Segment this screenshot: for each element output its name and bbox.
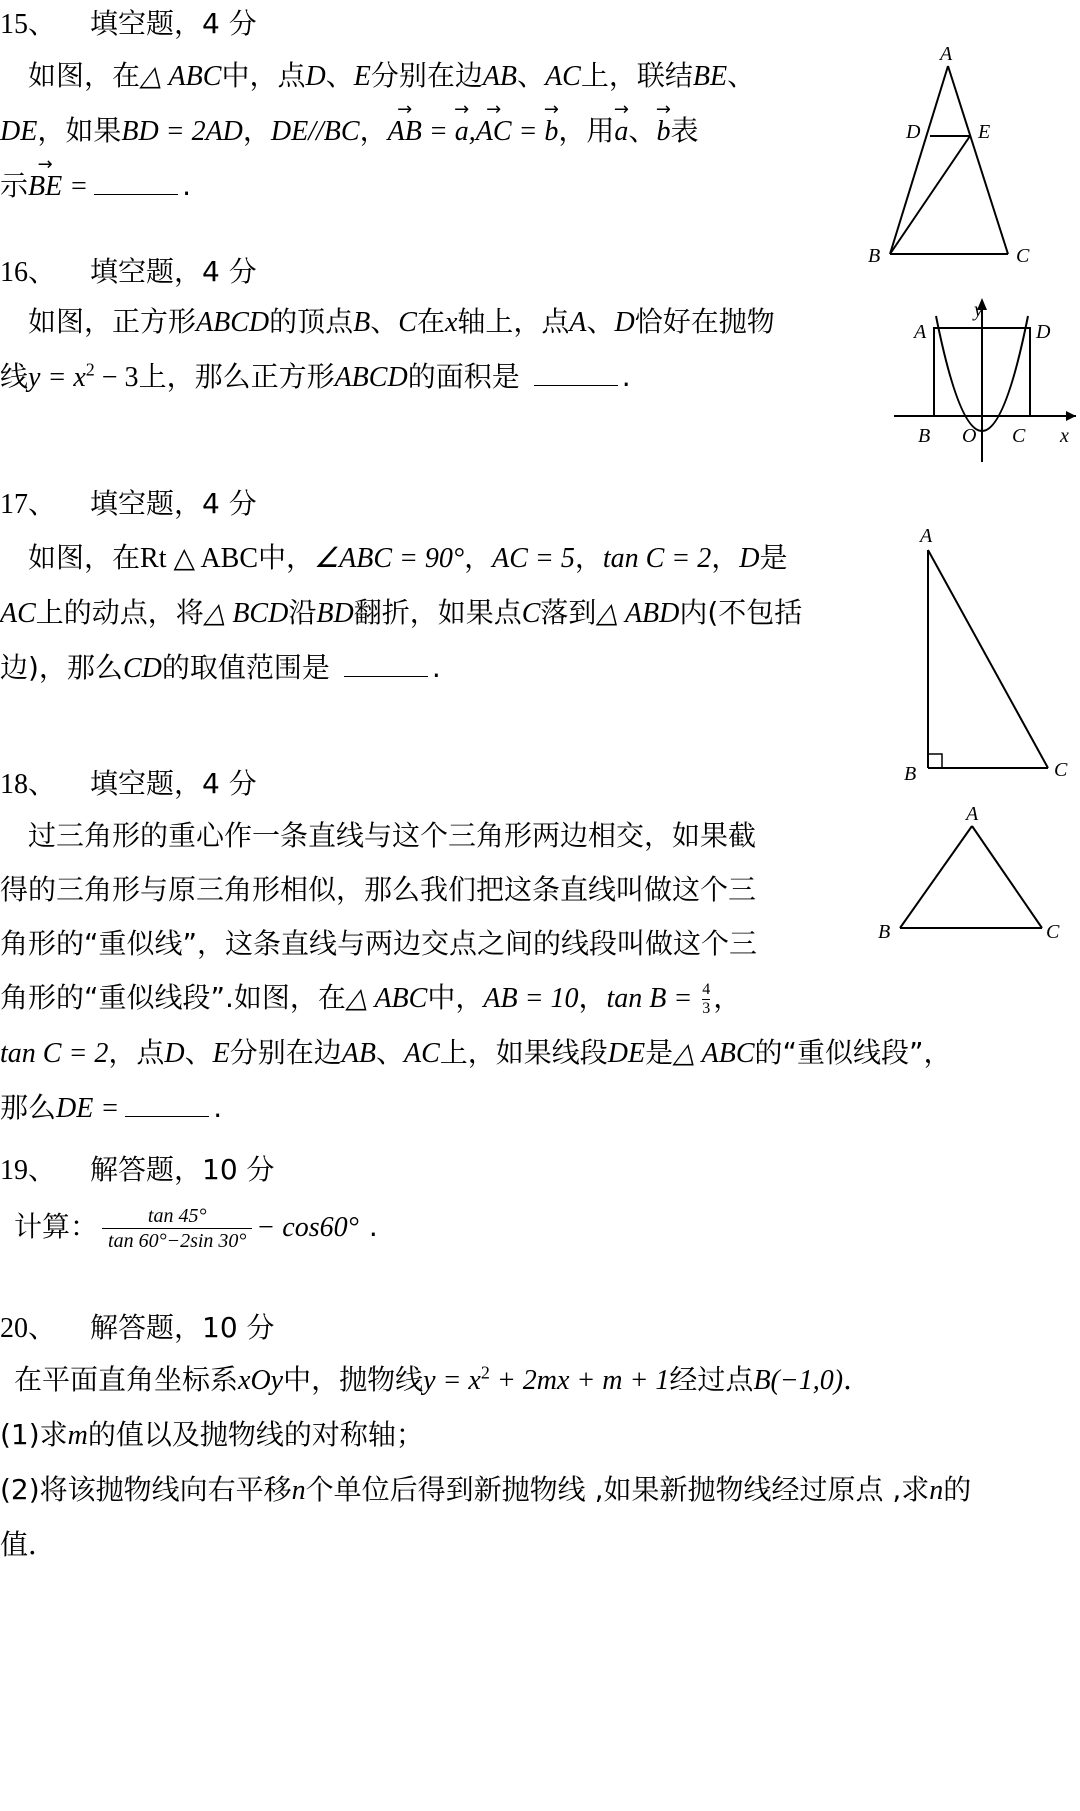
question-text-line: 线$y = x^2 - 3$上，那么正方形ABCD的面积是 . (0, 359, 631, 393)
label-e: E (978, 121, 991, 143)
label-d: D (906, 121, 921, 143)
question-text-line: 计算： $\frac{\tan 45^\circ}{\tan 60^\circ-2\sin 30^\circ}$ − cos60° . (14, 1204, 378, 1252)
fraction-4-3: $\frac{4}{3}$ (702, 980, 711, 1017)
question-header (0, 252, 1080, 293)
question-header (0, 1150, 1080, 1191)
answer-blank[interactable] (534, 361, 618, 386)
question-text-line: 如图，在Rt △ ABC中，∠ABC = 90°，AC = 5，tan C = 2，D是 (28, 541, 788, 574)
answer-blank[interactable] (125, 1092, 209, 1117)
question-sep: 、 (28, 487, 57, 520)
question-number: 19 (0, 1155, 28, 1186)
question-text-line: 值． (0, 1528, 57, 1561)
label-b: B (868, 245, 881, 267)
fraction-expression: $\frac{\tan 45^\circ}{\tan 60^\circ-2\sin 30^\circ}$ (102, 1204, 252, 1253)
figure-square-parabola (880, 290, 1080, 494)
label-a: A (914, 321, 927, 343)
label-a: A (920, 525, 933, 547)
question-sep: 、 (28, 1311, 57, 1344)
label-c: C (1046, 921, 1060, 943)
question-text-line: 过三角形的重心作一条直线与这个三角形两边相交，如果截 (28, 819, 757, 852)
segment-be (890, 136, 970, 254)
label-c: C (1016, 245, 1030, 267)
question-text-line: 角形的“重似线段”.如图，在△ ABC中，AB = 10，tan B = $\frac{4}{3}$ ， (0, 980, 742, 1017)
question-text-line: DE，如果BD = 2AD，DE//BC，→ AB = → a,→ AC = → b，用→ a、→ b表 (0, 104, 1080, 159)
question-type: 填空题，4 分 (90, 255, 257, 288)
edge-ac (972, 826, 1042, 928)
question-20 (0, 1308, 1080, 1572)
label-a: A (940, 43, 953, 65)
label-d: D (1036, 321, 1051, 343)
label-o: O (962, 425, 977, 447)
question-19 (0, 1150, 1080, 1258)
figure-right-triangle (890, 520, 1080, 794)
figure-triangle-abc-de (840, 40, 1080, 284)
question-number: 16 (0, 257, 28, 288)
question-text-line: AC上的动点，将△ BCD沿BD翻折，如果点C落到△ ABD内(不包括 (0, 596, 803, 629)
triangle-abc-svg (870, 796, 1070, 956)
label-c: C (1012, 425, 1026, 447)
question-text-line: 如图，正方形ABCD的顶点B、C在x轴上，点A、D恰好在抛物 (28, 305, 775, 338)
question-number: 15 (0, 9, 28, 40)
question-sep: 、 (28, 7, 57, 40)
question-type: 填空题，4 分 (90, 7, 257, 40)
edge-ab (890, 66, 948, 254)
question-header (0, 1308, 1080, 1349)
edge-ac (948, 66, 1008, 254)
label-b: B (878, 921, 891, 943)
question-header (0, 484, 1080, 525)
question-text-line: 示→ BE = . (0, 159, 1080, 214)
answer-blank[interactable] (94, 170, 178, 195)
question-text-line: tan C = 2，点D、E分别在边AB、AC上，如果线段DE是△ ABC的“重似线段”， (0, 1036, 952, 1069)
label-b: B (918, 425, 931, 447)
answer-blank[interactable] (344, 652, 428, 677)
question-text-line: 得的三角形与原三角形相似，那么我们把这条直线叫做这个三 (0, 873, 757, 906)
x-axis-arrow-icon (1066, 411, 1076, 421)
question-sep: 、 (28, 255, 57, 288)
question-sep: 、 (28, 1153, 57, 1186)
question-number: 17 (0, 489, 28, 520)
question-text-line: 边)，那么CD的取值范围是 . (0, 651, 441, 684)
triangle-figure-svg (840, 40, 1080, 280)
question-sep: 、 (28, 767, 57, 800)
question-text-line: (1)求m的值以及抛物线的对称轴； (0, 1418, 424, 1451)
label-x: x (1060, 425, 1069, 447)
parabola-figure-svg (880, 290, 1080, 490)
right-triangle-svg (890, 520, 1080, 790)
question-text-line: 如图，在△ ABC中，点D、E分别在边AB、AC上，联结BE、 (28, 59, 756, 92)
figure-triangle-abc (870, 796, 1070, 960)
label-y: y (974, 299, 983, 321)
question-header (0, 4, 1080, 45)
question-number: 18 (0, 769, 28, 800)
question-text-line: 在平面直角坐标系xOy中，抛物线$y = x^2 + 2mx + m + 1$经过点B(−1,0)． (14, 1362, 872, 1396)
edge-ac (928, 550, 1048, 768)
question-number: 20 (0, 1313, 28, 1344)
question-text-line: 角形的“重似线”，这条直线与两边交点之间的线段叫做这个三 (0, 927, 758, 960)
label-b: B (904, 763, 917, 785)
question-type: 解答题，10 分 (90, 1153, 275, 1186)
question-type: 填空题，4 分 (90, 487, 257, 520)
label-c: C (1054, 759, 1068, 781)
question-text-line: 那么DE = . (0, 1091, 223, 1124)
question-text-line: (2)将该抛物线向右平移n个单位后得到新抛物线 ,如果新抛物线经过原点 ,求n的 (0, 1473, 972, 1506)
question-type: 填空题，4 分 (90, 767, 257, 800)
question-type: 解答题，10 分 (90, 1311, 275, 1344)
edge-ab (900, 826, 972, 928)
label-a: A (966, 803, 979, 825)
